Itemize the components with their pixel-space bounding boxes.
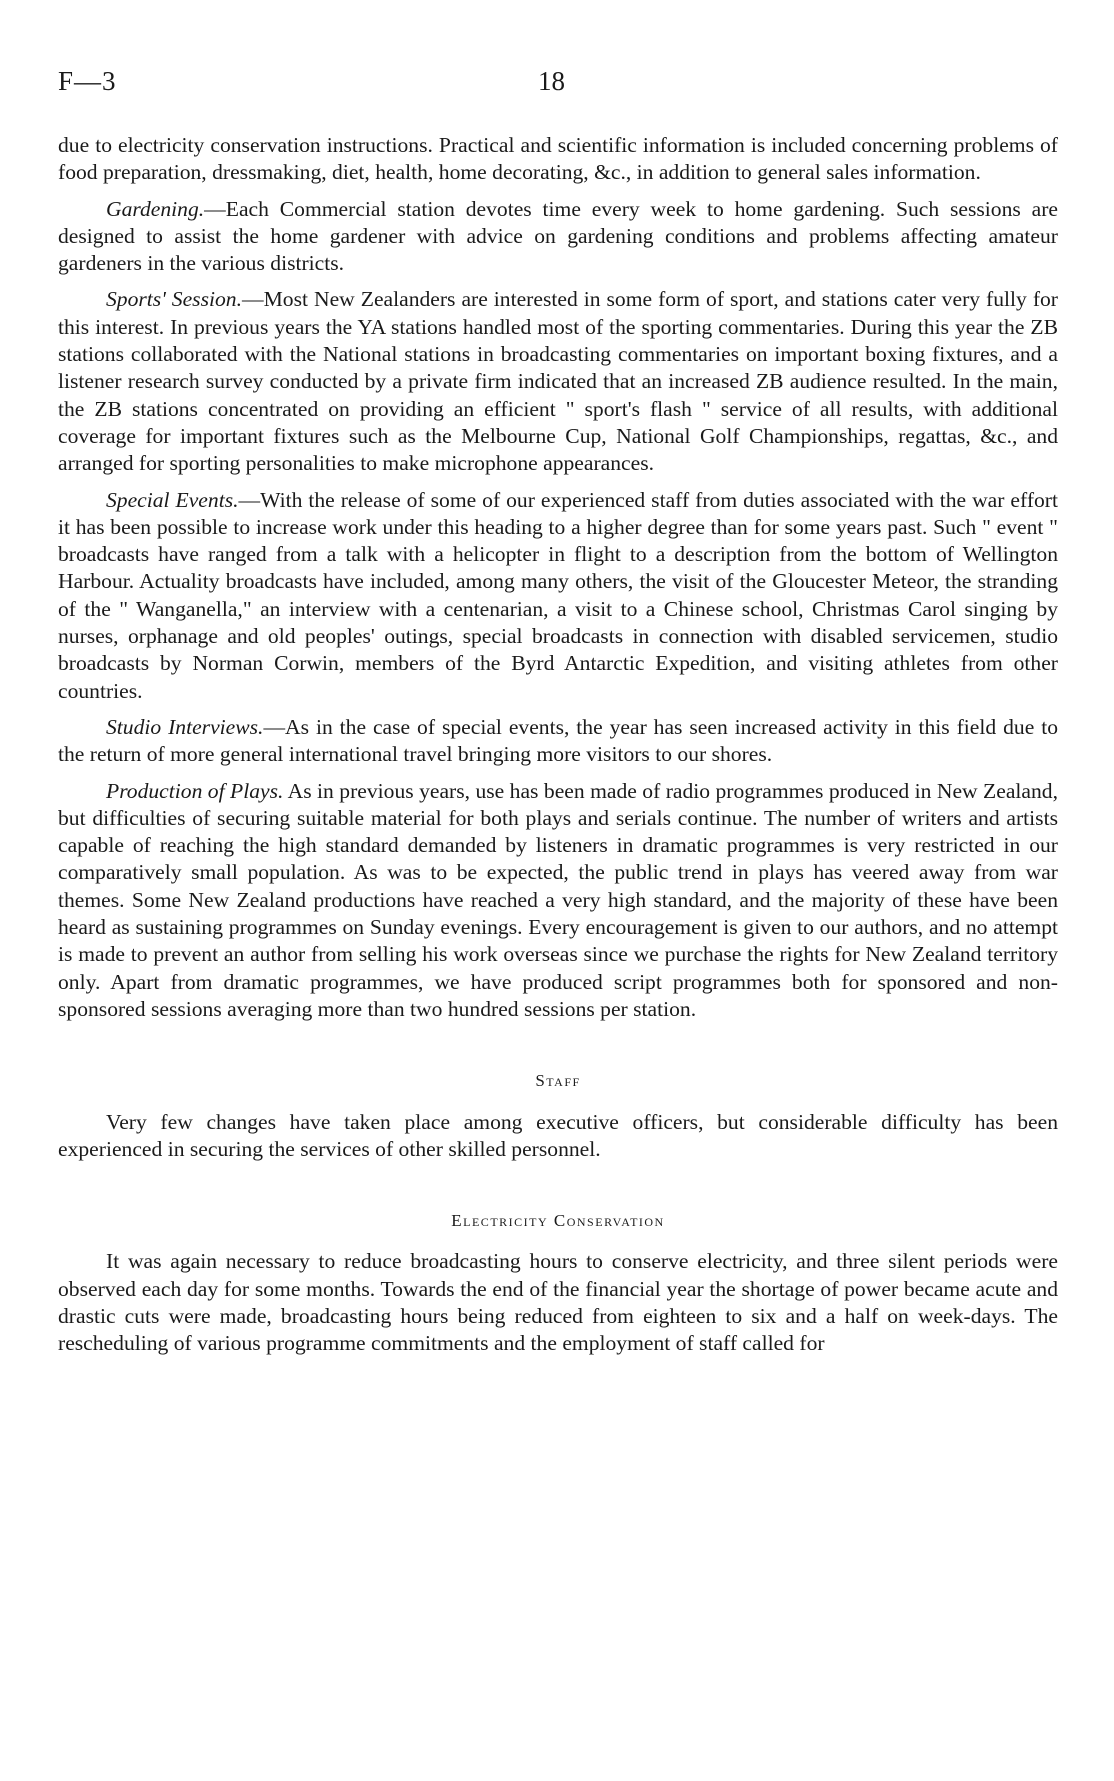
- document-body: [58, 132, 1058, 1367]
- paragraph-lead: Sports' Session.: [106, 287, 242, 312]
- paragraph-text: due to electricity conservation instructions. Practical and scientific information is included concerning problems of food preparation, dressmaking, diet, health, home decorating, &c., in addition to general sales information.: [58, 133, 1058, 185]
- paragraph-studio-interviews: [58, 714, 1058, 769]
- paragraph-sports-session: [58, 286, 1058, 477]
- paragraph-special-events: [58, 487, 1058, 705]
- paragraph-lead: Gardening.: [106, 196, 205, 221]
- paragraph-lead: Production of Plays.: [106, 778, 284, 803]
- paragraph-text: —As in the case of special events, the year has seen increased activity in this field due to the return of more general international travel bringing more visitors to our shores.: [58, 714, 1058, 767]
- section-heading-staff: Staff: [535, 1071, 581, 1091]
- paragraph-gardening: [58, 196, 1058, 278]
- paragraph-text: It was again necessary to reduce broadcasting hours to conserve electricity, and three silent periods were observed each day for some months. Towards the end of the financial year the shortage of power became acute and drastic cuts were made, broadcasting hours being reduced from eighteen to six and a half on week-days. The rescheduling of various programme commitments and the employment of staff called for: [58, 1249, 1058, 1356]
- paragraph-staff: [58, 1109, 1058, 1164]
- paragraph-text: —Each Commercial station devotes time every week to home gardening. Such sessions are designed to assist the home gardener with advice on gardening conditions and problems affecting amateur gardeners in the various districts.: [58, 196, 1058, 276]
- paragraph-production-of-plays: [58, 778, 1058, 1024]
- paragraph-text: As in previous years, use has been made of radio programmes produced in New Zealand, but difficulties of securing suitable material for both plays and serials continue. The number of writers and artists capable of reaching the high standard demanded by listeners in dramatic programmes is very restricted in our comparatively small population. As was to be expected, the public trend in plays has veered away from war themes. Some New Zealand productions have reached a very high standard, and the majority of these have been heard as sustaining programmes on Sunday evenings. Every encouragement is given to our authors, and no attempt is made to prevent an author from selling his work overseas since we purchase the rights for New Zealand territory only. Apart from dramatic programmes, we have produced script programmes both for sponsored and non-sponsored sessions averaging more than two hundred sessions per station.: [58, 778, 1058, 1021]
- paragraph-text: Very few changes have taken place among executive officers, but considerable difficulty has been experienced in securing the services of other skilled personnel.: [58, 1109, 1058, 1161]
- paragraph-text: —Most New Zealanders are interested in some form of sport, and stations cater very fully for this interest. In previous years the YA stations handled most of the sporting commentaries. During this year the ZB stations collaborated with the National stations in broadcasting commentaries on important boxing fixtures, and a listener research survey conducted by a private firm indicated that an increased ZB audience resulted. In the main, the ZB stations concentrated on providing an efficient " sport's flash " service of all results, with additional coverage for important fixtures such as the Melbourne Cup, National Golf Championships, regattas, &c., and arranged for sporting personalities to make microphone appearances.: [58, 287, 1058, 476]
- section-heading-electricity-conservation: Electricity Conservation: [451, 1211, 665, 1231]
- page-number: 18: [538, 66, 565, 96]
- document-reference: F—3: [58, 66, 117, 96]
- paragraph-lead: Studio Interviews.: [106, 714, 264, 739]
- paragraph: [58, 132, 1058, 187]
- paragraph-lead: Special Events.: [106, 487, 239, 512]
- paragraph-text: —With the release of some of our experienced staff from duties associated with the war effort it has been possible to increase work under this heading to a higher degree than for some years past. Such " event " broadcasts have ranged from a talk with a helicopter in flight to a description from the bottom of Wellington Harbour. Actuality broadcasts have included, among many others, the visit of the Gloucester Meteor, the stranding of the " Wanganella," an interview with a centenarian, a visit to a Chinese school, Christmas Carol singing by nurses, orphanage and old peoples' outings, special broadcasts in connection with disabled servicemen, studio broadcasts by Norman Corwin, members of the Byrd Antarctic Expedition, and visiting athletes from other countries.: [58, 487, 1058, 703]
- paragraph-electricity-conservation: [58, 1248, 1058, 1357]
